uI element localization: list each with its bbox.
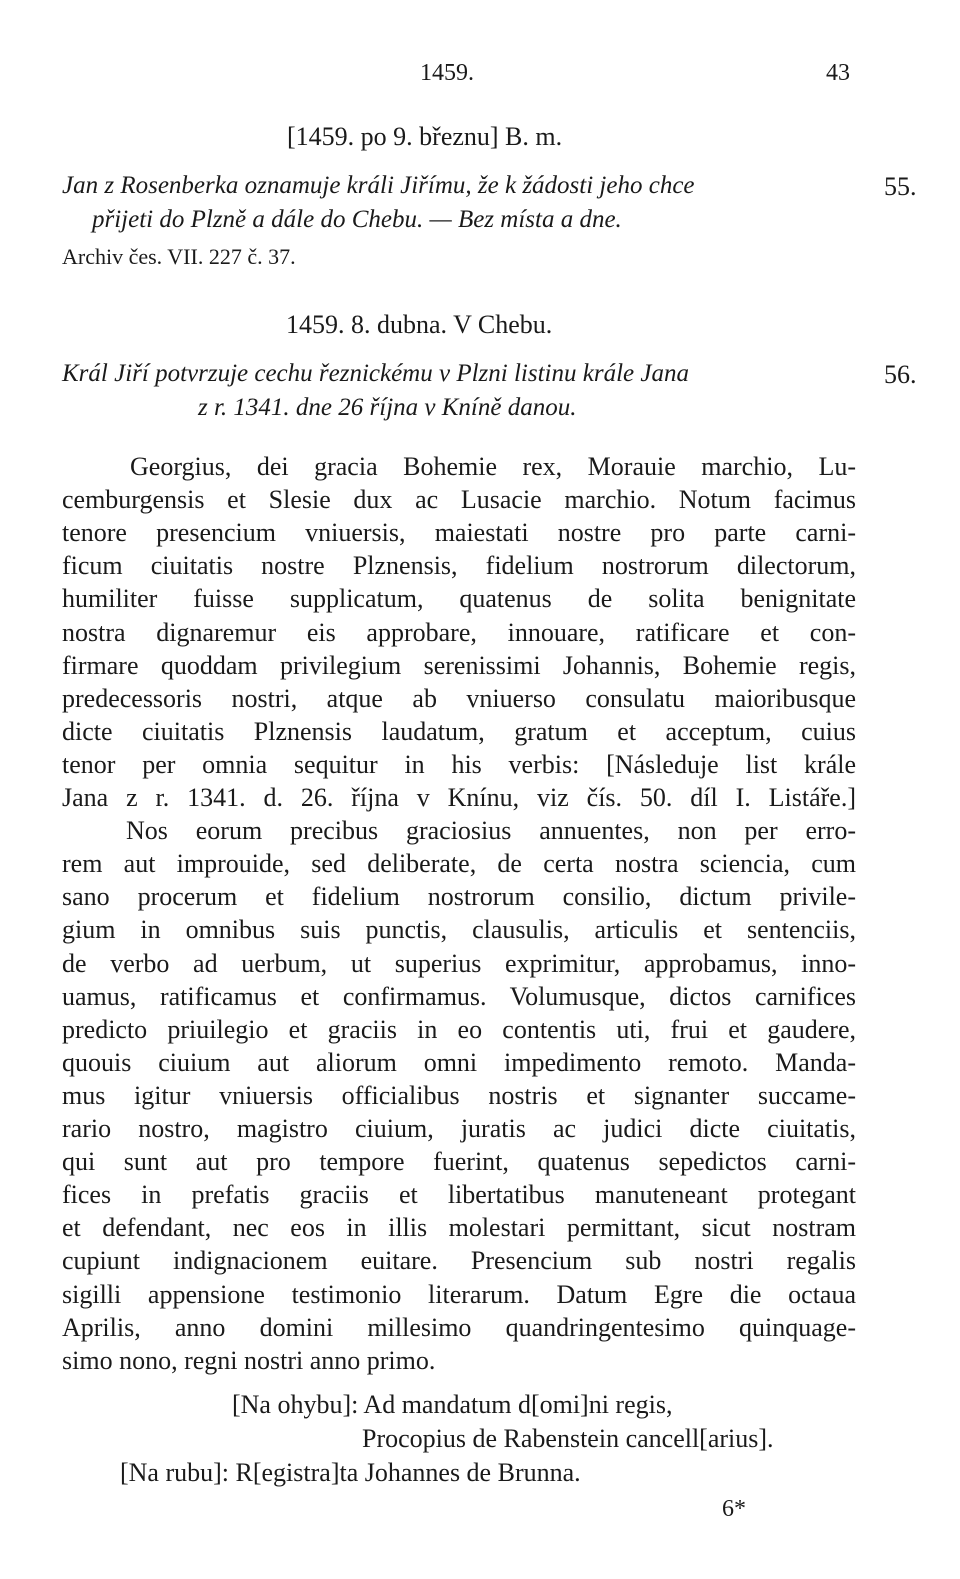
text-line: quouis ciuium aut aliorum omni impedimento remoto. Manda- — [62, 1047, 856, 1077]
text-line: Georgius, dei gracia Bohemie rex, Morauie marchio, Lu- — [130, 452, 856, 481]
entry-55-regest-line-2: přijeti do Plzně a dále do Chebu. — Bez místa a dne. — [92, 206, 622, 233]
text-line: fices in prefatis graciis et libertatibus manuteneant protegant — [62, 1180, 856, 1210]
entry-55-regest-line-1: Jan z Rosenberka oznamuje králi Jiřímu, že k žádosti jeho chce — [62, 172, 695, 199]
text-line: cemburgensis et Slesie dux ac Lusacie marchio. Notum facimus — [62, 485, 856, 515]
closing-line-registry: [Na rubu]: R[egistra]ta Johannes de Brunna. — [120, 1458, 581, 1487]
text-line: ficum ciuitatis nostre Plznensis, fidelium nostrorum dilectorum, — [62, 551, 856, 581]
text-line: Jana z r. 1341. d. 26. října v Knínu, viz čís. 50. díl I. Listáře.] — [62, 783, 856, 812]
text-line: rem aut improuide, sed deliberate, de certa nostra sciencia, cum — [62, 849, 856, 879]
text-line: predicto priuilegio et graciis in eo contentis uti, frui et gaudere, — [62, 1014, 856, 1044]
entry-56-number: 56. — [884, 360, 917, 389]
text-line: Nos eorum precibus graciosius annuentes, non per erro- — [126, 816, 856, 846]
text-line: cupiunt indignacionem euitare. Presencium sub nostri regalis — [62, 1246, 856, 1276]
text-line: predecessoris nostri, atque ab vniuerso consulatu maioribusque — [62, 683, 856, 713]
signature-mark: 6* — [722, 1496, 746, 1522]
text-line: rario nostro, magistro ciuium, juratis ac judici dicte ciuitatis, — [62, 1114, 856, 1143]
text-line: humiliter fuisse supplicatum, quatenus de solita benignitate — [62, 584, 856, 614]
text-line: nostra dignaremur eis approbare, innouare, ratificare et con- — [62, 617, 856, 647]
text-line: mus igitur vniuersis officialibus nostris et signanter succame- — [62, 1080, 856, 1110]
text-line: uamus, ratificamus et confirmamus. Volumusque, dictos carnifices — [62, 981, 856, 1011]
entry-56-regest-line-2: z r. 1341. dne 26 října v Kníně danou. — [198, 394, 577, 421]
text-line: simo nono, regni nostri anno primo. — [62, 1345, 436, 1375]
running-header-year: 1459. — [420, 60, 474, 86]
page-number: 43 — [826, 60, 850, 86]
entry-55-source: Archiv čes. VII. 227 č. 37. — [62, 244, 296, 269]
closing-line-fold: [Na ohybu]: Ad mandatum d[omi]ni regis, — [232, 1390, 673, 1419]
text-line: sano procerum et fidelium nostrorum consilio, dictum privile- — [62, 882, 856, 912]
text-line: de verbo ad uerbum, ut superius exprimitur, approbamus, inno- — [62, 948, 856, 978]
entry-56-regest-line-1: Král Jiří potvrzuje cechu řeznickému v Plzni listinu krále Jana — [62, 360, 689, 387]
text-line: et defendant, nec eos in illis molestari permittant, sicut nostram — [62, 1213, 856, 1243]
text-line: tenor per omnia sequitur in his verbis: [Následuje list krále — [62, 749, 856, 779]
text-line: qui sunt aut pro tempore fuerint, quatenus sepedictos carni- — [62, 1147, 856, 1177]
entry-55-heading: [1459. po 9. březnu] B. m. — [287, 122, 563, 151]
text-line: tenore presencium vniuersis, maiestati nostre pro parte carni- — [62, 518, 856, 548]
text-line: gium in omnibus suis punctis, clausulis, articulis et sentenciis, — [62, 915, 856, 945]
entry-56-heading: 1459. 8. dubna. V Chebu. — [286, 310, 553, 339]
text-line: dicte ciuitatis Plznensis laudatum, gratum et acceptum, cuius — [62, 716, 856, 746]
entry-55-number: 55. — [884, 172, 917, 201]
text-line: Aprilis, anno domini millesimo quandringentesimo quinquage- — [62, 1312, 856, 1342]
closing-line-chancellor: Procopius de Rabenstein cancell[arius]. — [362, 1424, 774, 1453]
text-line: sigilli appensione testimonio literarum. Datum Egre die octaua — [62, 1279, 856, 1309]
text-line: firmare quoddam privilegium serenissimi Johannis, Bohemie regis, — [62, 650, 856, 680]
